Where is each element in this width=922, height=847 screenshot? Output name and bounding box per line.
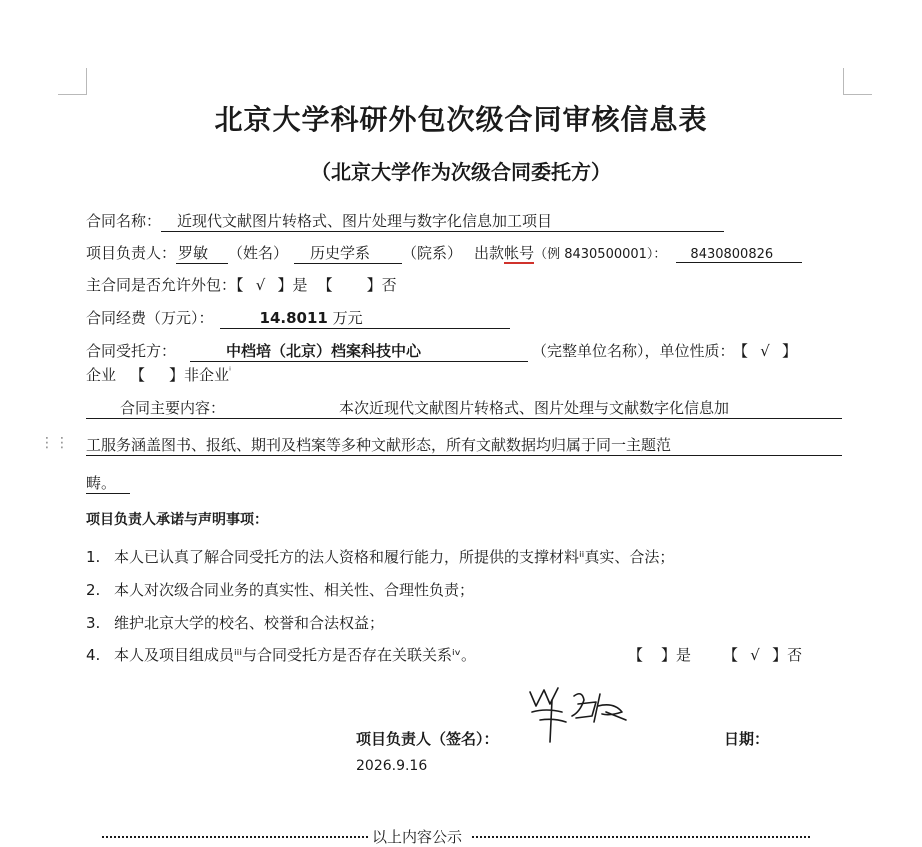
related-no-checkbox: √ (750, 646, 760, 664)
commitment-item-4 (86, 644, 476, 665)
commitment-text-4: 本人及项目组成员ⁱⁱⁱ与合同受托方是否存在关联关系ⁱᵛ。 (114, 646, 476, 664)
leader-name: 罗敏 (176, 242, 228, 264)
trustee-nature-row (86, 364, 231, 385)
funding-label: 合同经费（万元）： (86, 309, 214, 327)
leader-label: 项目负责人： (86, 244, 177, 262)
outsourcing-row (86, 274, 397, 295)
funding-unit: 万元 (332, 309, 363, 327)
content-text-3: 畴。 (86, 472, 130, 494)
outsourcing-yes-checkbox: √ (255, 276, 266, 294)
outsourcing-label: 主合同是否允许外包： (86, 276, 237, 294)
related-party-options (628, 644, 802, 665)
leader-dept: 历史学系 (294, 242, 402, 264)
commitment-item-2 (86, 579, 474, 600)
commitment-item-3 (86, 612, 384, 633)
funding-amount: 14.8011 (259, 309, 328, 327)
document-subtitle: （北京大学作为次级合同委托方） (311, 160, 611, 184)
commitment-num-4: 4. (86, 646, 101, 664)
trustee-footnote: ⁱ (229, 366, 231, 377)
enterprise-label: 企业 (86, 366, 117, 384)
trustee-name: 中档培（北京）档案科技中心 (190, 340, 528, 362)
drag-handle-icon[interactable]: ⋮⋮ (40, 435, 70, 451)
content-line-1 (86, 397, 842, 419)
leader-dept-hint: （院系） (402, 244, 463, 262)
related-no-bracket-close: 】 (772, 646, 788, 664)
related-no-label: 否 (787, 646, 803, 664)
commitment-text-1: 本人已认真了解合同受托方的法人资格和履行能力，所提供的支撑材料ⁱⁱ真实、合法； (114, 548, 675, 566)
funding-value (220, 307, 510, 329)
commitment-num-2: 2. (86, 581, 101, 599)
content-text-2: 工服务涵盖图书、报纸、期刊及档案等多种文献形态，所有文献数据均归属于同一主题范 (86, 436, 672, 454)
signature-date: 2026.9.16 (356, 758, 428, 774)
commitment-item-1 (86, 546, 674, 567)
account-example: （例 8430500001）： (534, 247, 667, 262)
non-enterprise-bracket-close: 】 (169, 366, 185, 384)
outsourcing-yes-bracket-open: 【 (236, 276, 244, 294)
outsourcing-no-bracket-open: 【 (317, 276, 333, 294)
commitment-num-3: 3. (86, 614, 101, 632)
outsourcing-yes-bracket-close: 】 (277, 276, 293, 294)
outsourcing-yes-label: 是 (292, 276, 308, 294)
related-no-bracket-open: 【 (723, 646, 739, 664)
content-label: 合同主要内容： (120, 399, 226, 417)
account-label-mark: 帐号 (504, 244, 535, 262)
footer-dotted-line-right (472, 836, 810, 838)
enterprise-checkbox: √ (760, 342, 770, 360)
trustee-label: 合同受托方： (86, 342, 177, 360)
leader-row (86, 242, 802, 264)
content-text-1: 本次近现代文献图片转格式、图片处理与文献数字化信息加 (339, 399, 730, 417)
related-yes-label: 是 (676, 646, 692, 664)
enterprise-bracket-close: 】 (782, 342, 798, 360)
enterprise-bracket-open: 【 (740, 342, 749, 360)
related-yes-bracket-close: 】 (661, 646, 677, 664)
footer-dotted-line-left (102, 836, 368, 838)
account-value: 8430800826 (676, 247, 802, 263)
footer-text: 以上内容公示 (372, 828, 463, 846)
account-label-pre: 出款 (474, 244, 505, 262)
related-yes-bracket-open: 【 (628, 646, 644, 664)
outsourcing-no-label: 否 (381, 276, 397, 294)
contract-name-label: 合同名称： (86, 212, 162, 230)
commitment-text-3: 维护北京大学的校名、校誉和合法权益； (114, 614, 385, 632)
commitment-num-1: 1. (86, 548, 101, 566)
commitments-heading: 项目负责人承诺与声明事项： (86, 512, 268, 528)
handwritten-signature (522, 682, 632, 746)
funding-row (86, 307, 510, 329)
non-enterprise-label: 非企业 (184, 366, 230, 384)
leader-name-hint: （姓名） (228, 244, 289, 262)
signature-label: 项目负责人（签名）： (356, 730, 499, 748)
outsourcing-no-bracket-close: 】 (366, 276, 382, 294)
page-corner-mark-top-right (843, 68, 872, 95)
commitment-text-2: 本人对次级合同业务的真实性、相关性、合理性负责； (114, 581, 475, 599)
page-corner-mark-top-left (58, 68, 87, 95)
content-line-3 (86, 472, 130, 494)
date-label: 日期： (724, 730, 770, 748)
document-title: 北京大学科研外包次级合同审核信息表 (214, 103, 708, 136)
non-enterprise-bracket-open: 【 (130, 366, 146, 384)
contract-name-row (86, 210, 724, 232)
contract-name-value: 近现代文献图片转格式、图片处理与数字化信息加工项目 (161, 210, 724, 232)
trustee-row (86, 340, 797, 362)
trustee-hint: （完整单位名称），单位性质： (532, 342, 735, 360)
content-line-2 (86, 434, 842, 456)
